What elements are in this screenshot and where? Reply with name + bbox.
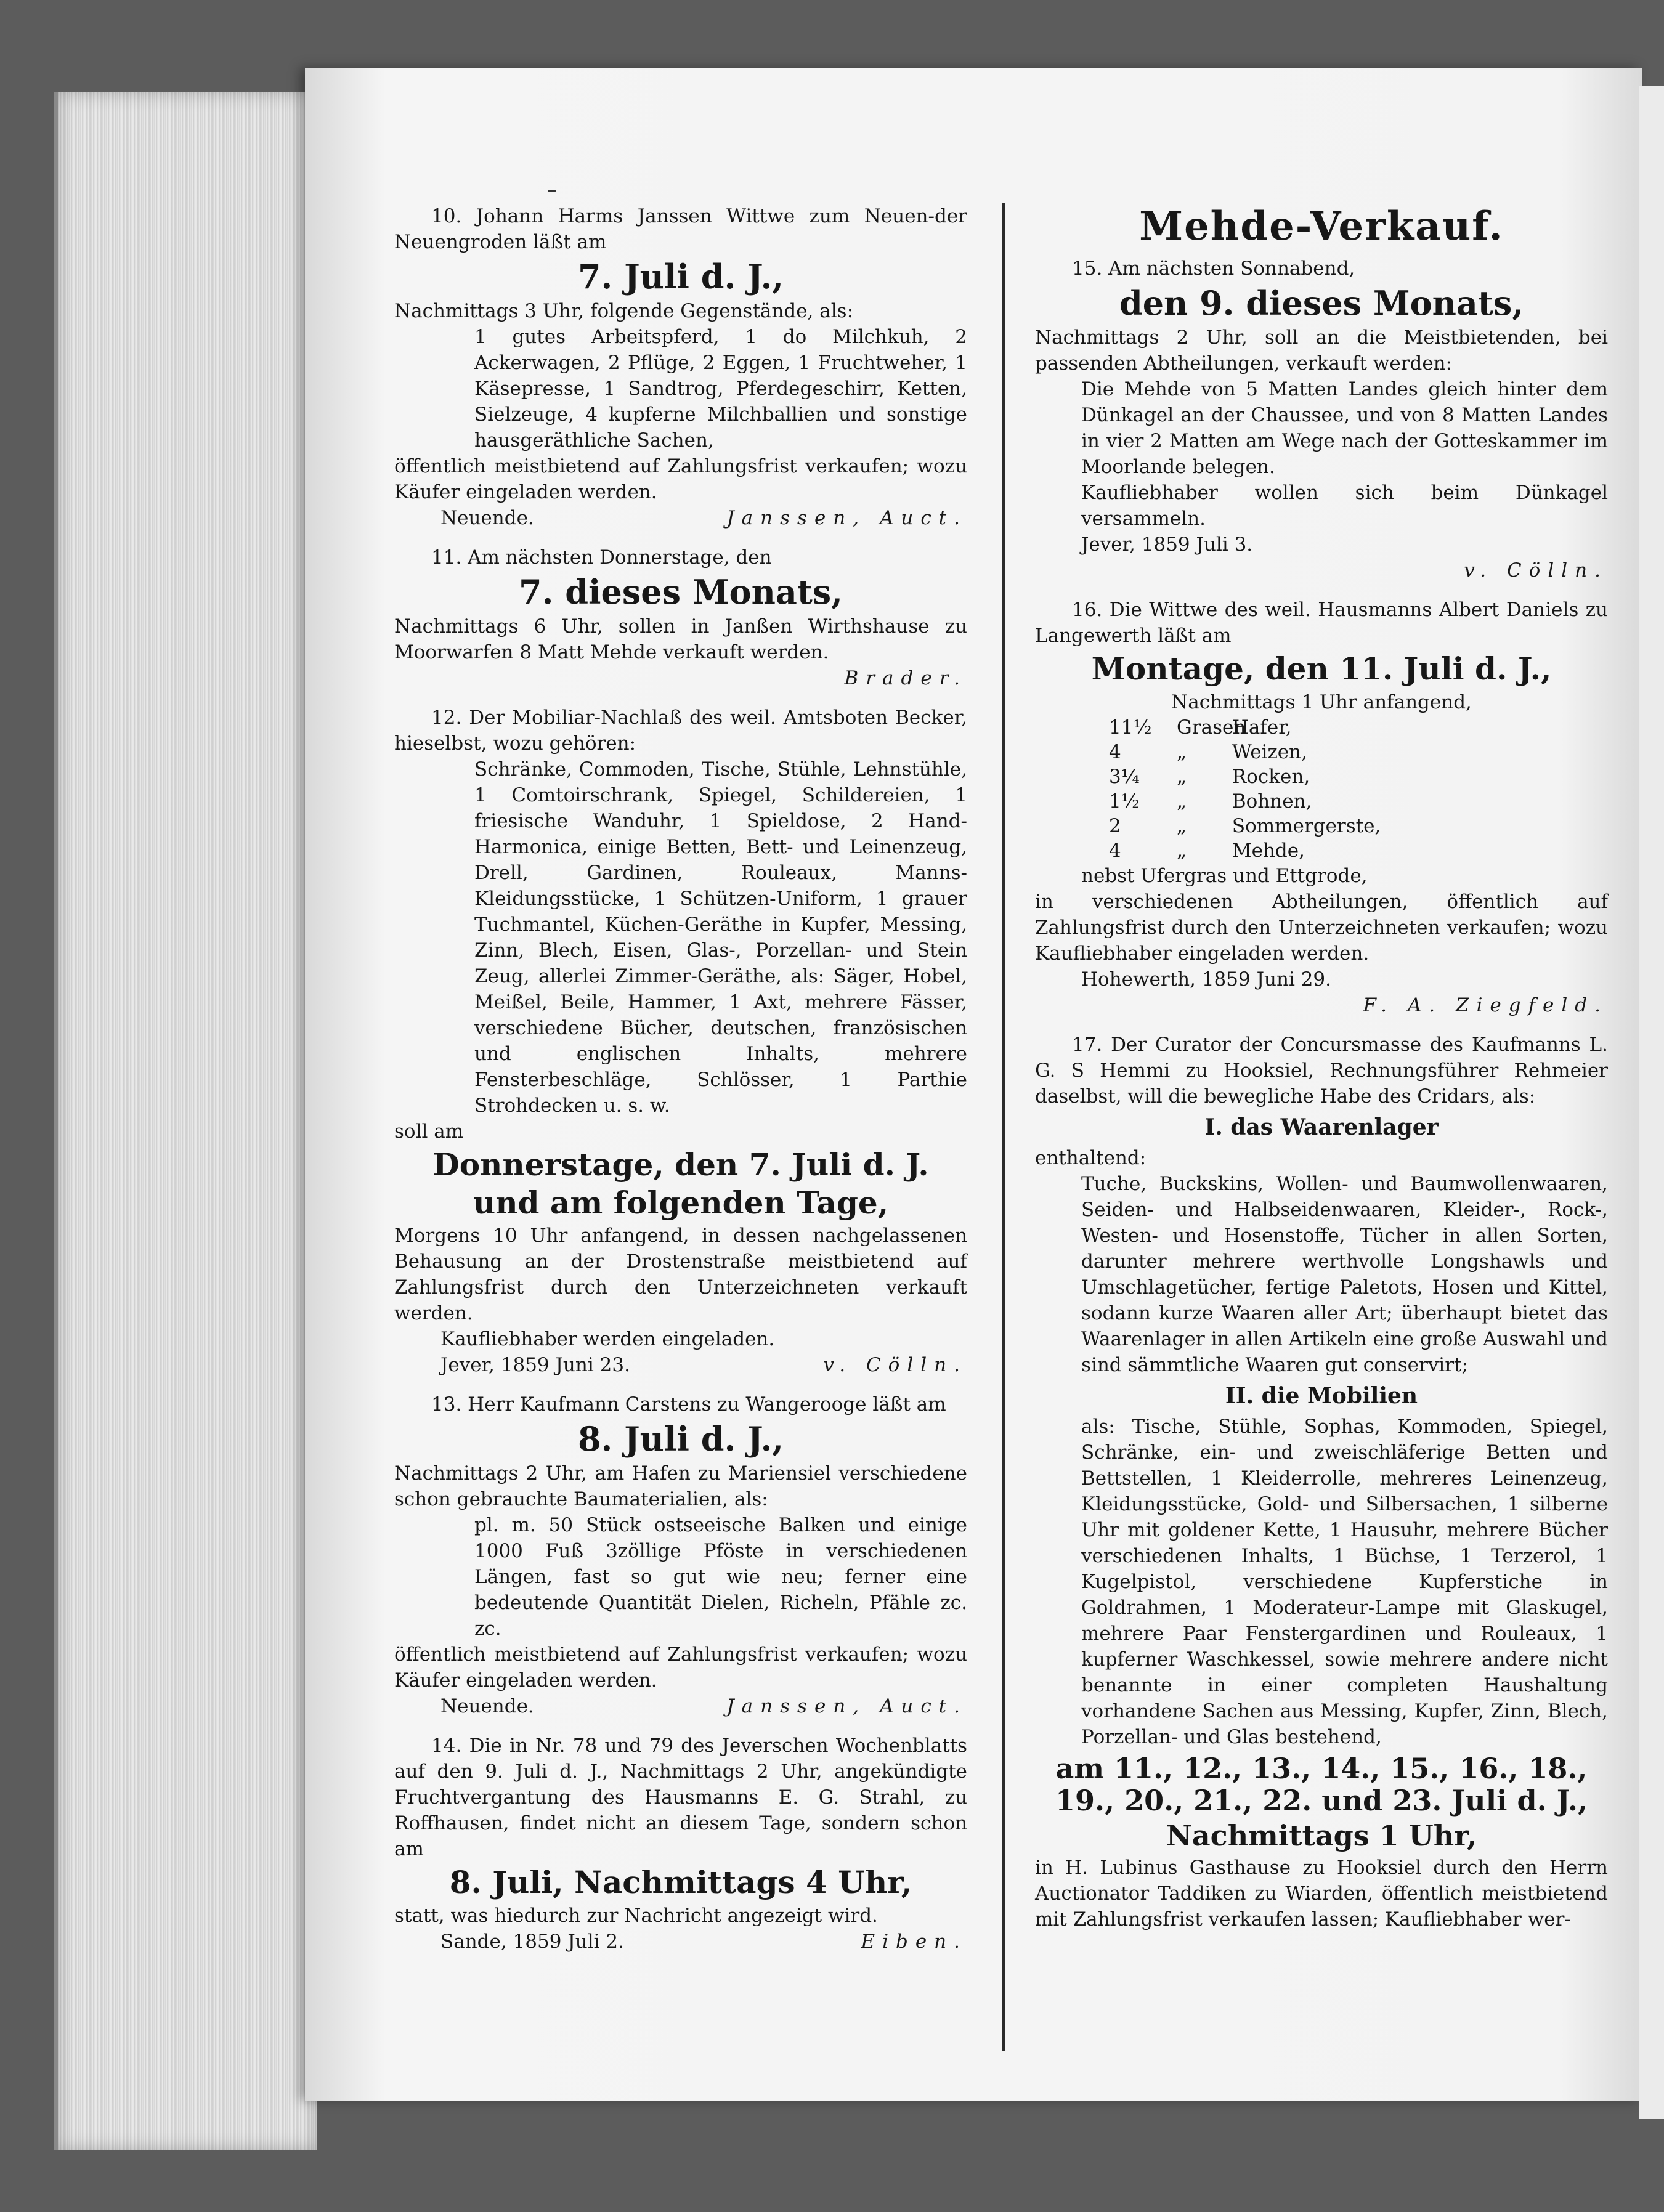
ad-place: Hohewerth, 1859 Juni 29. <box>1081 968 1332 991</box>
ad-items: Schränke, Commoden, Tische, Stühle, Lehnstühle, 1 Comtoirschrank, Spiegel, Schildereien, 1 friesische Wanduhr, 1 Spieldose, 2 Hand-Harmonica, einige Betten, Bett- und Leinenzeug, Drell, Gardinen, Rouleaux, Manns-Kleidungsstücke, 1 Schützen-Uniform, 1 grauer Tuchmantel, Küchen-Geräthe in Kupfer, Messing, Zinn, Blech, Eisen, Glas-, Porzellan- und Stein Zeug, allerlei Zimmer-Geräthe, als: Säger, Hobel, Meißel, Beile, Hammer, 1 Axt, mehrere Fässer, verschiedene Bücher, deutschen, französischen und englischen Inhalts, mehrere Fensterbeschläge, Schlösser, 1 Parthie Strohdecken u. s. w. <box>474 758 967 1117</box>
ad-items: als: Tische, Stühle, Sophas, Kommoden, Spiegel, Schränke, ein- und zweischläferige Betten und Bettstellen, 1 Kleiderrolle, mehreres Leinenzeug, Kleidungsstücke, Gold- und Silbersachen, 1 silberne Uhr mit goldener Kette, 1 Hausuhr, mehrere Bücher verschiedenen Inhalts, 1 Büchse, 1 Terzerol, 1 Kugelpistol, verschiedene Kupferstiche in Goldrahmen, 1 Moderateur-Lampe mit Glaskugel, mehrere Paar Fenstergardinen und Rouleaux, 1 kupferner Waschkessel, sowie mehrere andere nicht benannte in einer completen Haushaltung vorhandene Sachen aus Messing, Kupfer, Zinn, Blech, Porzellan- und Glas bestehend, <box>1081 1415 1608 1748</box>
left-column <box>394 203 967 1955</box>
ad-body: statt, was hiedurch zur Nachricht angezeigt wird. <box>394 1904 878 1927</box>
ad-place: Jever, 1859 Juni 23. v. Cölln. <box>394 1352 967 1378</box>
right-column <box>1035 203 1608 1932</box>
list-item: 11½ Grasen Hafer, <box>1109 716 1292 739</box>
ad-date: 7. dieses Monats, <box>519 572 843 612</box>
ad-signature: Eiben. <box>861 1930 967 1953</box>
ad-11 <box>394 545 967 691</box>
list-item: 2 „ Sommergerste, <box>1109 814 1381 837</box>
ad-invite: Kaufliebhaber werden eingeladen. <box>440 1328 775 1351</box>
ad-signature: F. A. Ziegfeld. <box>1363 994 1608 1016</box>
ad-place: Neuende. Janssen, Auct. <box>394 1693 967 1719</box>
section-title: I. das Waarenlager <box>1204 1114 1439 1140</box>
ad-signature: Janssen, Auct. <box>726 1695 967 1718</box>
ad-signature: Brader. <box>844 667 967 690</box>
ad-10 <box>394 203 967 531</box>
ad-intro: 11. Am nächsten Donnerstage, den <box>431 546 772 569</box>
ad-12 <box>394 705 967 1378</box>
page-edges <box>54 92 317 2150</box>
ad-intro: 12. Der Mobiliar-Nachlaß des weil. Amtsboten Becker, hieselbst, wozu gehören: <box>394 707 967 755</box>
ad-items: Tuche, Buckskins, Wollen- und Baumwollenwaaren, Seiden- und Halbseidenwaaren, Kleider-, Rock-, Westen- und Hosenstoffe, Tücher in allen Sorten, darunter mehrere werthvolle Longshawls und Umschlagetücher, fertige Paletots, Hosen und Kittel, sodann kurze Waaren aller Art; überhaupt bietet das Waarenlager in allen Artikeln eine große Auswahl und sind sämmtliche Waaren gut conservirt; <box>1081 1172 1608 1376</box>
ad-items: 1 gutes Arbeitspferd, 1 do Milchkuh, 2 Ackerwagen, 2 Pflüge, 2 Eggen, 1 Fruchtweher, 1 Käsepresse, 1 Sandtrog, Pferdegeschirr, Ketten, Sielzeuge, 4 kupferne Milchballien und sonstige hausgeräthliche Sachen, <box>474 326 967 452</box>
list-item: 4 „ Mehde, <box>1109 839 1305 862</box>
ad-body: Nachmittags 2 Uhr, soll an die Meistbietenden, bei passenden Abtheilungen, verkauft werden: <box>1035 326 1608 375</box>
ad-intro: 15. Am nächsten Sonnabend, <box>1072 257 1355 280</box>
list-item: 3¼ „ Rocken, <box>1109 765 1310 788</box>
ad-body: Morgens 10 Uhr anfangend, in dessen nachgelassenen Behausung an der Drostenstraße meistbietend auf Zahlungsfrist durch den Unterzeichneten verkauft werden. <box>394 1225 967 1325</box>
ad-date: den 9. dieses Monats, <box>1119 283 1524 323</box>
grain-list <box>1035 715 1608 863</box>
ad-15 <box>1035 256 1608 583</box>
ad-place: Neuende. Janssen, Auct. <box>394 505 967 531</box>
ad-date: 8. Juli, Nachmittags 4 Uhr, <box>449 1864 912 1901</box>
ad-pre: enthaltend: <box>1035 1146 1147 1169</box>
ad-intro: 16. Die Wittwe des weil. Hausmanns Albert Daniels zu Langewerth läßt am <box>1035 599 1608 647</box>
ad-date-continued: und am folgenden Tage, <box>473 1184 889 1221</box>
ad-items: Die Mehde von 5 Matten Landes gleich hinter dem Dünkagel an der Chaussee, und von 8 Matten Landes in vier 2 Matten am Wege nach der Gotteskammer im Moorlande belegen. <box>1081 378 1608 479</box>
ad-date: am 11., 12., 13., 14., 15., 16., 18., 19., 20., 21., 22. und 23. Juli d. J., <box>1055 1751 1588 1818</box>
list-item: 1½ „ Bohnen, <box>1109 790 1312 812</box>
ad-time: Nachmittags 1 Uhr, <box>1166 1819 1477 1853</box>
ad-close: in H. Lubinus Gasthause zu Hooksiel durch den Herrn Auctionator Taddiken zu Wiarden, öffentlich meistbietend mit Zahlungsfrist verkaufen lassen; Kaufliebhaber wer- <box>1035 1857 1608 1931</box>
ad-items: pl. m. 50 Stück ostseeische Balken und einige 1000 Fuß 3zöllige Pföste in verschiedenen Längen, fast so gut wie neu; ferner eine bedeutende Quantität Dielen, Richeln, Pfähle zc. zc. <box>474 1514 967 1640</box>
ad-signature: Janssen, Auct. <box>726 507 967 530</box>
ink-mark <box>548 190 556 192</box>
ad-close: öffentlich meistbietend auf Zahlungsfrist verkaufen; wozu Käufer eingeladen werden. <box>394 1643 967 1692</box>
ad-time: Nachmittags 1 Uhr anfangend, <box>1171 691 1472 713</box>
section-title: II. die Mobilien <box>1225 1382 1418 1409</box>
ad-place: Jever, 1859 Juli 3. <box>1081 533 1253 556</box>
ad-date: 7. Juli d. J., <box>577 257 784 296</box>
ad-body: Nachmittags 2 Uhr, am Hafen zu Mariensiel verschiedene schon gebrauchte Baumaterialien, als: <box>394 1462 967 1511</box>
ad-extra: nebst Ufergras und Ettgrode, <box>1081 864 1368 887</box>
ad-intro: 14. Die in Nr. 78 und 79 des Jeverschen Wochenblatts auf den 9. Juli d. J., Nachmittags 2 Uhr, angekündigte Fruchtvergantung des Hausmanns E. G. Strahl, zu Roffhausen, findet nicht an diesem Tage, sondern schon am <box>394 1735 967 1861</box>
ad-17 <box>1035 1032 1608 1933</box>
ad-13 <box>394 1392 967 1719</box>
ad-16 <box>1035 597 1608 1018</box>
ad-date: 8. Juli d. J., <box>577 1419 784 1459</box>
ad-signature: v. Cölln. <box>823 1354 967 1377</box>
ad-intro: 17. Der Curator der Concursmasse des Kaufmanns L. G. S Hemmi zu Hooksiel, Rechnungsführer Rehmeier daselbst, will die bewegliche Habe des Cridars, als: <box>1035 1033 1608 1108</box>
ad-body: in verschiedenen Abtheilungen, öffentlich auf Zahlungsfrist durch den Unterzeichneten verkaufen; wozu Kaufliebhaber eingeladen werden. <box>1035 890 1608 965</box>
ad-intro: 10. Johann Harms Janssen Wittwe zum Neuen-der Neuengroden läßt am <box>394 205 967 253</box>
ad-14 <box>394 1733 967 1955</box>
ad-place: Sande, 1859 Juli 2. Eiben. <box>394 1929 967 1955</box>
column-rule <box>1002 203 1005 2051</box>
next-page-edge <box>1639 86 1664 2119</box>
ad-intro: 13. Herr Kaufmann Carstens zu Wangerooge läßt am <box>431 1393 946 1416</box>
ad-invite: Kaufliebhaber wollen sich beim Dünkagel versammeln. <box>1081 482 1608 530</box>
ad-date: Montage, den 11. Juli d. J., <box>1091 650 1552 687</box>
ad-pre: soll am <box>394 1120 464 1143</box>
section-heading: Mehde-Verkauf. <box>1139 203 1504 249</box>
ad-signature: v. Cölln. <box>1464 559 1608 582</box>
list-item: 4 „ Weizen, <box>1109 740 1307 763</box>
ad-body: Nachmittags 6 Uhr, sollen in Janßen Wirthshause zu Moorwarfen 8 Matt Mehde verkauft werden. <box>394 615 967 664</box>
ad-date: Donnerstage, den 7. Juli d. J. <box>432 1146 929 1183</box>
ad-close: öffentlich meistbietend auf Zahlungsfrist verkaufen; wozu Käufer eingeladen werden. <box>394 455 967 504</box>
ad-body: Nachmittags 3 Uhr, folgende Gegenstände, als: <box>394 300 854 323</box>
